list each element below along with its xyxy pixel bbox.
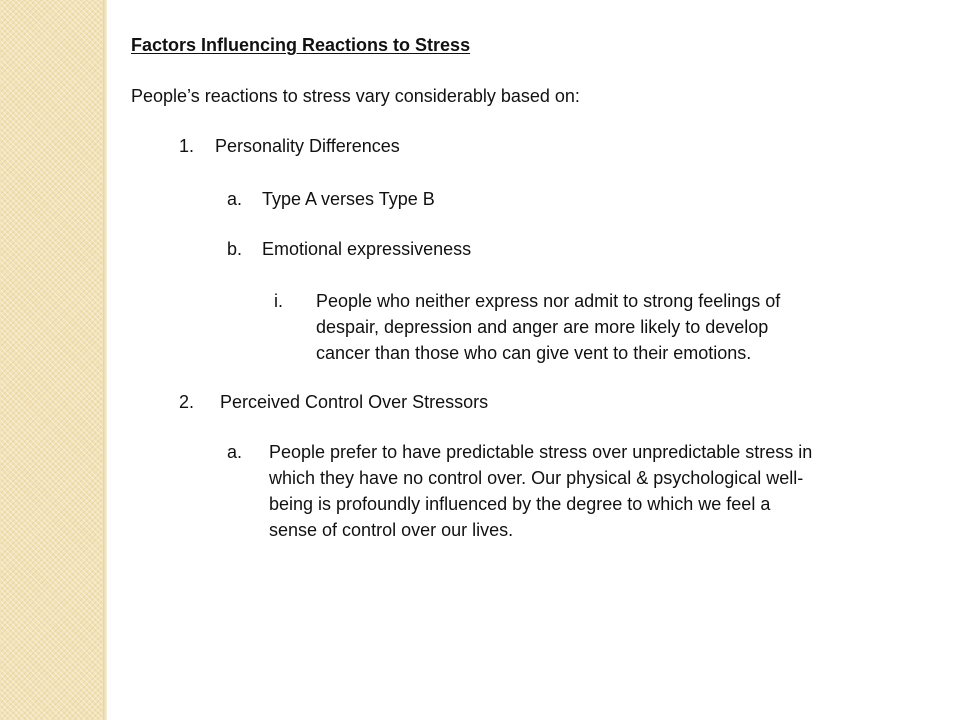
item-1a-label: Type A verses Type B bbox=[262, 189, 435, 209]
item-1b-i-line-1: People who neither express nor admit to strong feelings of bbox=[316, 291, 781, 311]
item-1a-marker: a. bbox=[227, 189, 243, 209]
slide-title: Factors Influencing Reactions to Stress bbox=[131, 35, 471, 55]
item-2a-line-1: People prefer to have predictable stress over unpredictable stress in bbox=[269, 442, 813, 462]
item-1b-marker: b. bbox=[227, 239, 243, 259]
item-1b-i-line-2: despair, depression and anger are more likely to develop bbox=[316, 317, 769, 337]
item-1b-i-line-3: cancer than those who can give vent to their emotions. bbox=[316, 343, 752, 363]
item-1-label: Personality Differences bbox=[215, 136, 400, 156]
intro-text: People’s reactions to stress vary considerably based on: bbox=[131, 86, 580, 106]
item-2a-line-2: which they have no control over. Our physical & psychological well- bbox=[269, 468, 804, 488]
item-1b-i-marker: i. bbox=[274, 291, 283, 311]
item-2-marker: 2. bbox=[179, 392, 195, 412]
item-2a-line-3: being is profoundly influenced by the degree to which we feel a bbox=[269, 494, 771, 514]
sidebar-edge bbox=[103, 0, 107, 720]
item-1-marker: 1. bbox=[179, 136, 195, 156]
item-2-label: Perceived Control Over Stressors bbox=[220, 392, 489, 412]
item-1b-label: Emotional expressiveness bbox=[262, 239, 472, 259]
item-2a-marker: a. bbox=[227, 442, 243, 462]
item-2a-line-4: sense of control over our lives. bbox=[269, 520, 514, 540]
decorative-sidebar bbox=[0, 0, 103, 720]
